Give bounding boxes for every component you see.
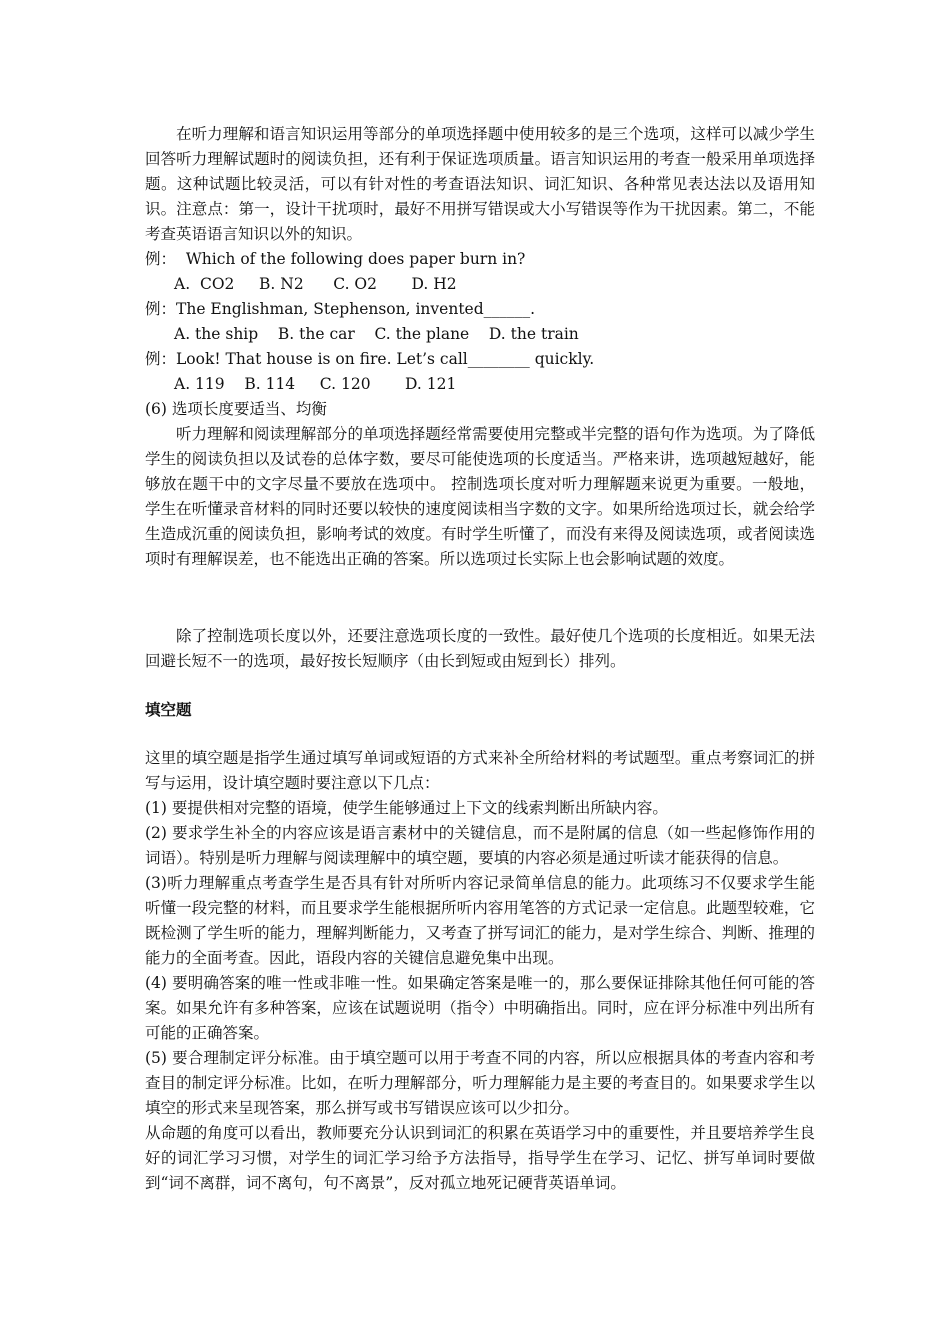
section-single-choice (145, 122, 815, 572)
example-options: A. CO2 B. N2 C. O2 D. H2 (174, 275, 457, 293)
point-item: (5) 要合理制定评分标准。由于填空题可以用于考查不同的内容，所以应根据具体的考查内容和考查目的制定评分标准。比如，在听力理解部分，听力理解能力是主要的考查目的。如果要求学生以填空的形式来呈现答案，那么拼写或书写错误应该可以少扣分。 (145, 1049, 815, 1117)
example-options: A. the ship B. the car C. the plane D. the train (174, 325, 579, 343)
paragraph-conclusion: 从命题的角度可以看出，教师要充分认识到词汇的积累在英语学习中的重要性，并且要培养学生良好的词汇学习习惯，对学生的词汇学习给予方法指导，指导学生在学习、记忆、拼写单词时要做到“词不离群，词不离句，句不离景”，反对孤立地死记硬背英语单词。 (145, 1124, 815, 1192)
example-item (145, 297, 815, 347)
point-item: (1) 要提供相对完整的语境，使学生能够通过上下文的线索判断出所缺内容。 (145, 799, 668, 817)
example-question: 例：The Englishman, Stephenson, invented______. (145, 300, 536, 318)
section-consistency (145, 624, 815, 674)
section-fill-blank-body (145, 746, 815, 1196)
point-item: (3)听力理解重点考查学生是否具有针对所听内容记录简单信息的能力。此项练习不仅要求学生能听懂一段完整的材料，而且要求学生能根据所听内容用笔答的方式记录一定信息。此题型较难，它既检测了学生听的能力，理解判断能力，又考查了拼写词汇的能力，是对学生综合、判断、推理的能力的全面考查。因此，语段内容的关键信息避免集中出现。 (145, 874, 815, 967)
section-fill-blank (145, 697, 815, 722)
example-item (145, 347, 815, 397)
paragraph-option-length: 听力理解和阅读理解部分的单项选择题经常需要使用完整或半完整的语句作为选项。为了降低学生的阅读负担以及试卷的总体字数，要尽可能使选项的长度适当。严格来讲，选项越短越好，能够放在题干中的文字尽量不要放在选项中。 控制选项长度对听力理解题来说更为重要。一般地，学生在听懂录音材料的同时还要以较快的速度阅读相当字数的文字。如果所给选项过长，就会给学生造成沉重的阅读负担，影响考试的效度。有时学生听懂了，而没有来得及阅读选项，或者阅读选项时有理解误差，也不能选出正确的答案。所以选项过长实际上也会影响试题的效度。 (145, 425, 815, 568)
example-options: A. 119 B. 114 C. 120 D. 121 (174, 375, 457, 393)
paragraph-three-options: 在听力理解和语言知识运用等部分的单项选择题中使用较多的是三个选项，这样可以减少学生回答听力理解试题时的阅读负担，还有利于保证选项质量。语言知识运用的考查一般采用单项选择题。这种试题比较灵活，可以有针对性的考查语法知识、词汇知识、各种常见表达法以及语用知识。注意点：第一，设计干扰项时，最好不用拼写错误或大小写错误等作为干扰因素。第二，不能考查英语语言知识以外的知识。 (145, 125, 815, 243)
example-question: 例： Which of the following does paper burn in? (145, 250, 526, 268)
point-item: (2) 要求学生补全的内容应该是语言素材中的关键信息，而不是附属的信息（如一些起修饰作用的词语）。特别是听力理解与阅读理解中的填空题，要填的内容必须是通过听读才能获得的信息。 (145, 824, 815, 867)
point-item: (4) 要明确答案的唯一性或非唯一性。如果确定答案是唯一的，那么要保证排除其他任何可能的答案。如果允许有多种答案，应该在试题说明（指令）中明确指出。同时，应在评分标准中列出所有可能的正确答案。 (145, 974, 815, 1042)
paragraph-length-consistency: 除了控制选项长度以外，还要注意选项长度的一致性。最好使几个选项的长度相近。如果无法回避长短不一的选项，最好按长短顺序（由长到短或由短到长）排列。 (145, 627, 815, 670)
section-title: 填空题 (145, 700, 192, 719)
example-item (145, 247, 815, 297)
paragraph-intro: 这里的填空题是指学生通过填写单词或短语的方式来补全所给材料的考试题型。重点考察词汇的拼写与运用，设计填空题时要注意以下几点： (145, 749, 815, 792)
example-question: 例：Look! That house is on fire. Let’s call________ quickly. (145, 350, 595, 368)
example-list (145, 247, 815, 397)
subheading-option-length: (6) 选项长度要适当、均衡 (145, 400, 327, 418)
